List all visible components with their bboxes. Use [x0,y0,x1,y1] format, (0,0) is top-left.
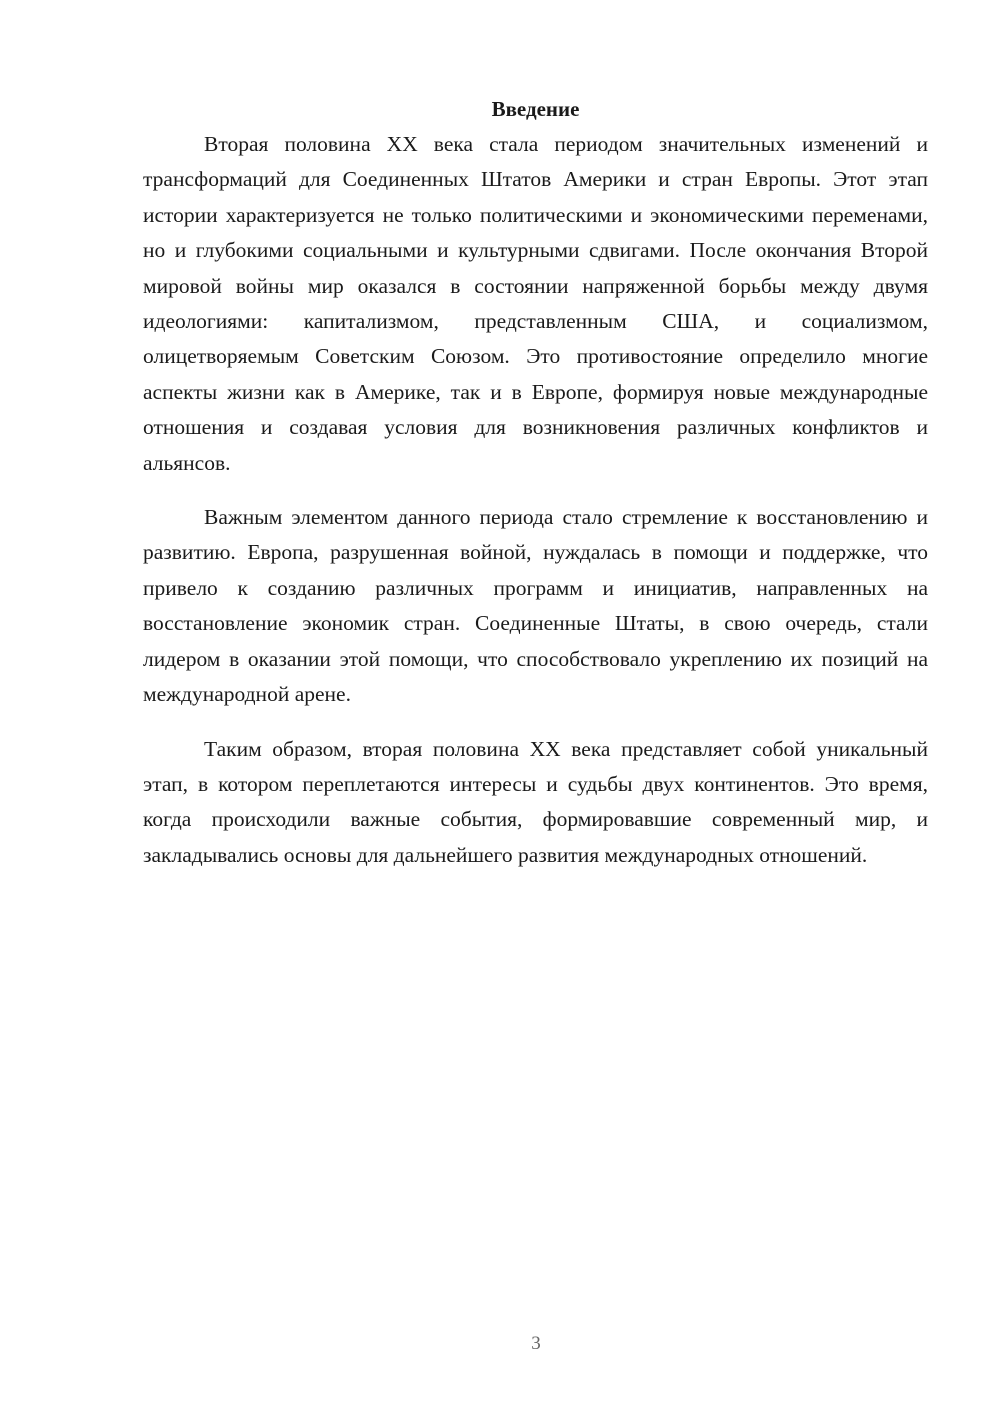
page-content [143,92,928,873]
page-number: 3 [531,1333,541,1354]
paragraph-1: Вторая половина XX века стала периодом значительных изменений и трансформаций для Соединенных Штатов Америки и стран Европы. Этот этап истории характеризуется не только политическими и экономическими переменами, но и глубокими социальными и культурными сдвигами. После окончания Второй мировой войны мир оказался в состоянии напряженной борьбы между двумя идеологиями: капитализмом, представленным США, и социализмом, олицетворяемым Советским Союзом. Это противостояние определило многие аспекты жизни как в Америке, так и в Европе, формируя новые международные отношения и создавая условия для возникновения различных конфликтов и альянсов. [143,132,928,475]
paragraph-2: Важным элементом данного периода стало стремление к восстановлению и развитию. Европа, разрушенная войной, нуждалась в помощи и поддержке, что привело к созданию различных программ и инициатив, направленных на восстановление экономик стран. Соединенные Штаты, в свою очередь, стали лидером в оказании этой помощи, что способствовало укреплению их позиций на международной арене. [143,505,928,707]
section-heading: Введение [491,97,580,121]
paragraph-3: Таким образом, вторая половина XX века представляет собой уникальный этап, в котором переплетаются интересы и судьбы двух континентов. Это время, когда происходили важные события, формировавшие современный мир, и закладывались основы для дальнейшего развития международных отношений. [143,736,928,867]
